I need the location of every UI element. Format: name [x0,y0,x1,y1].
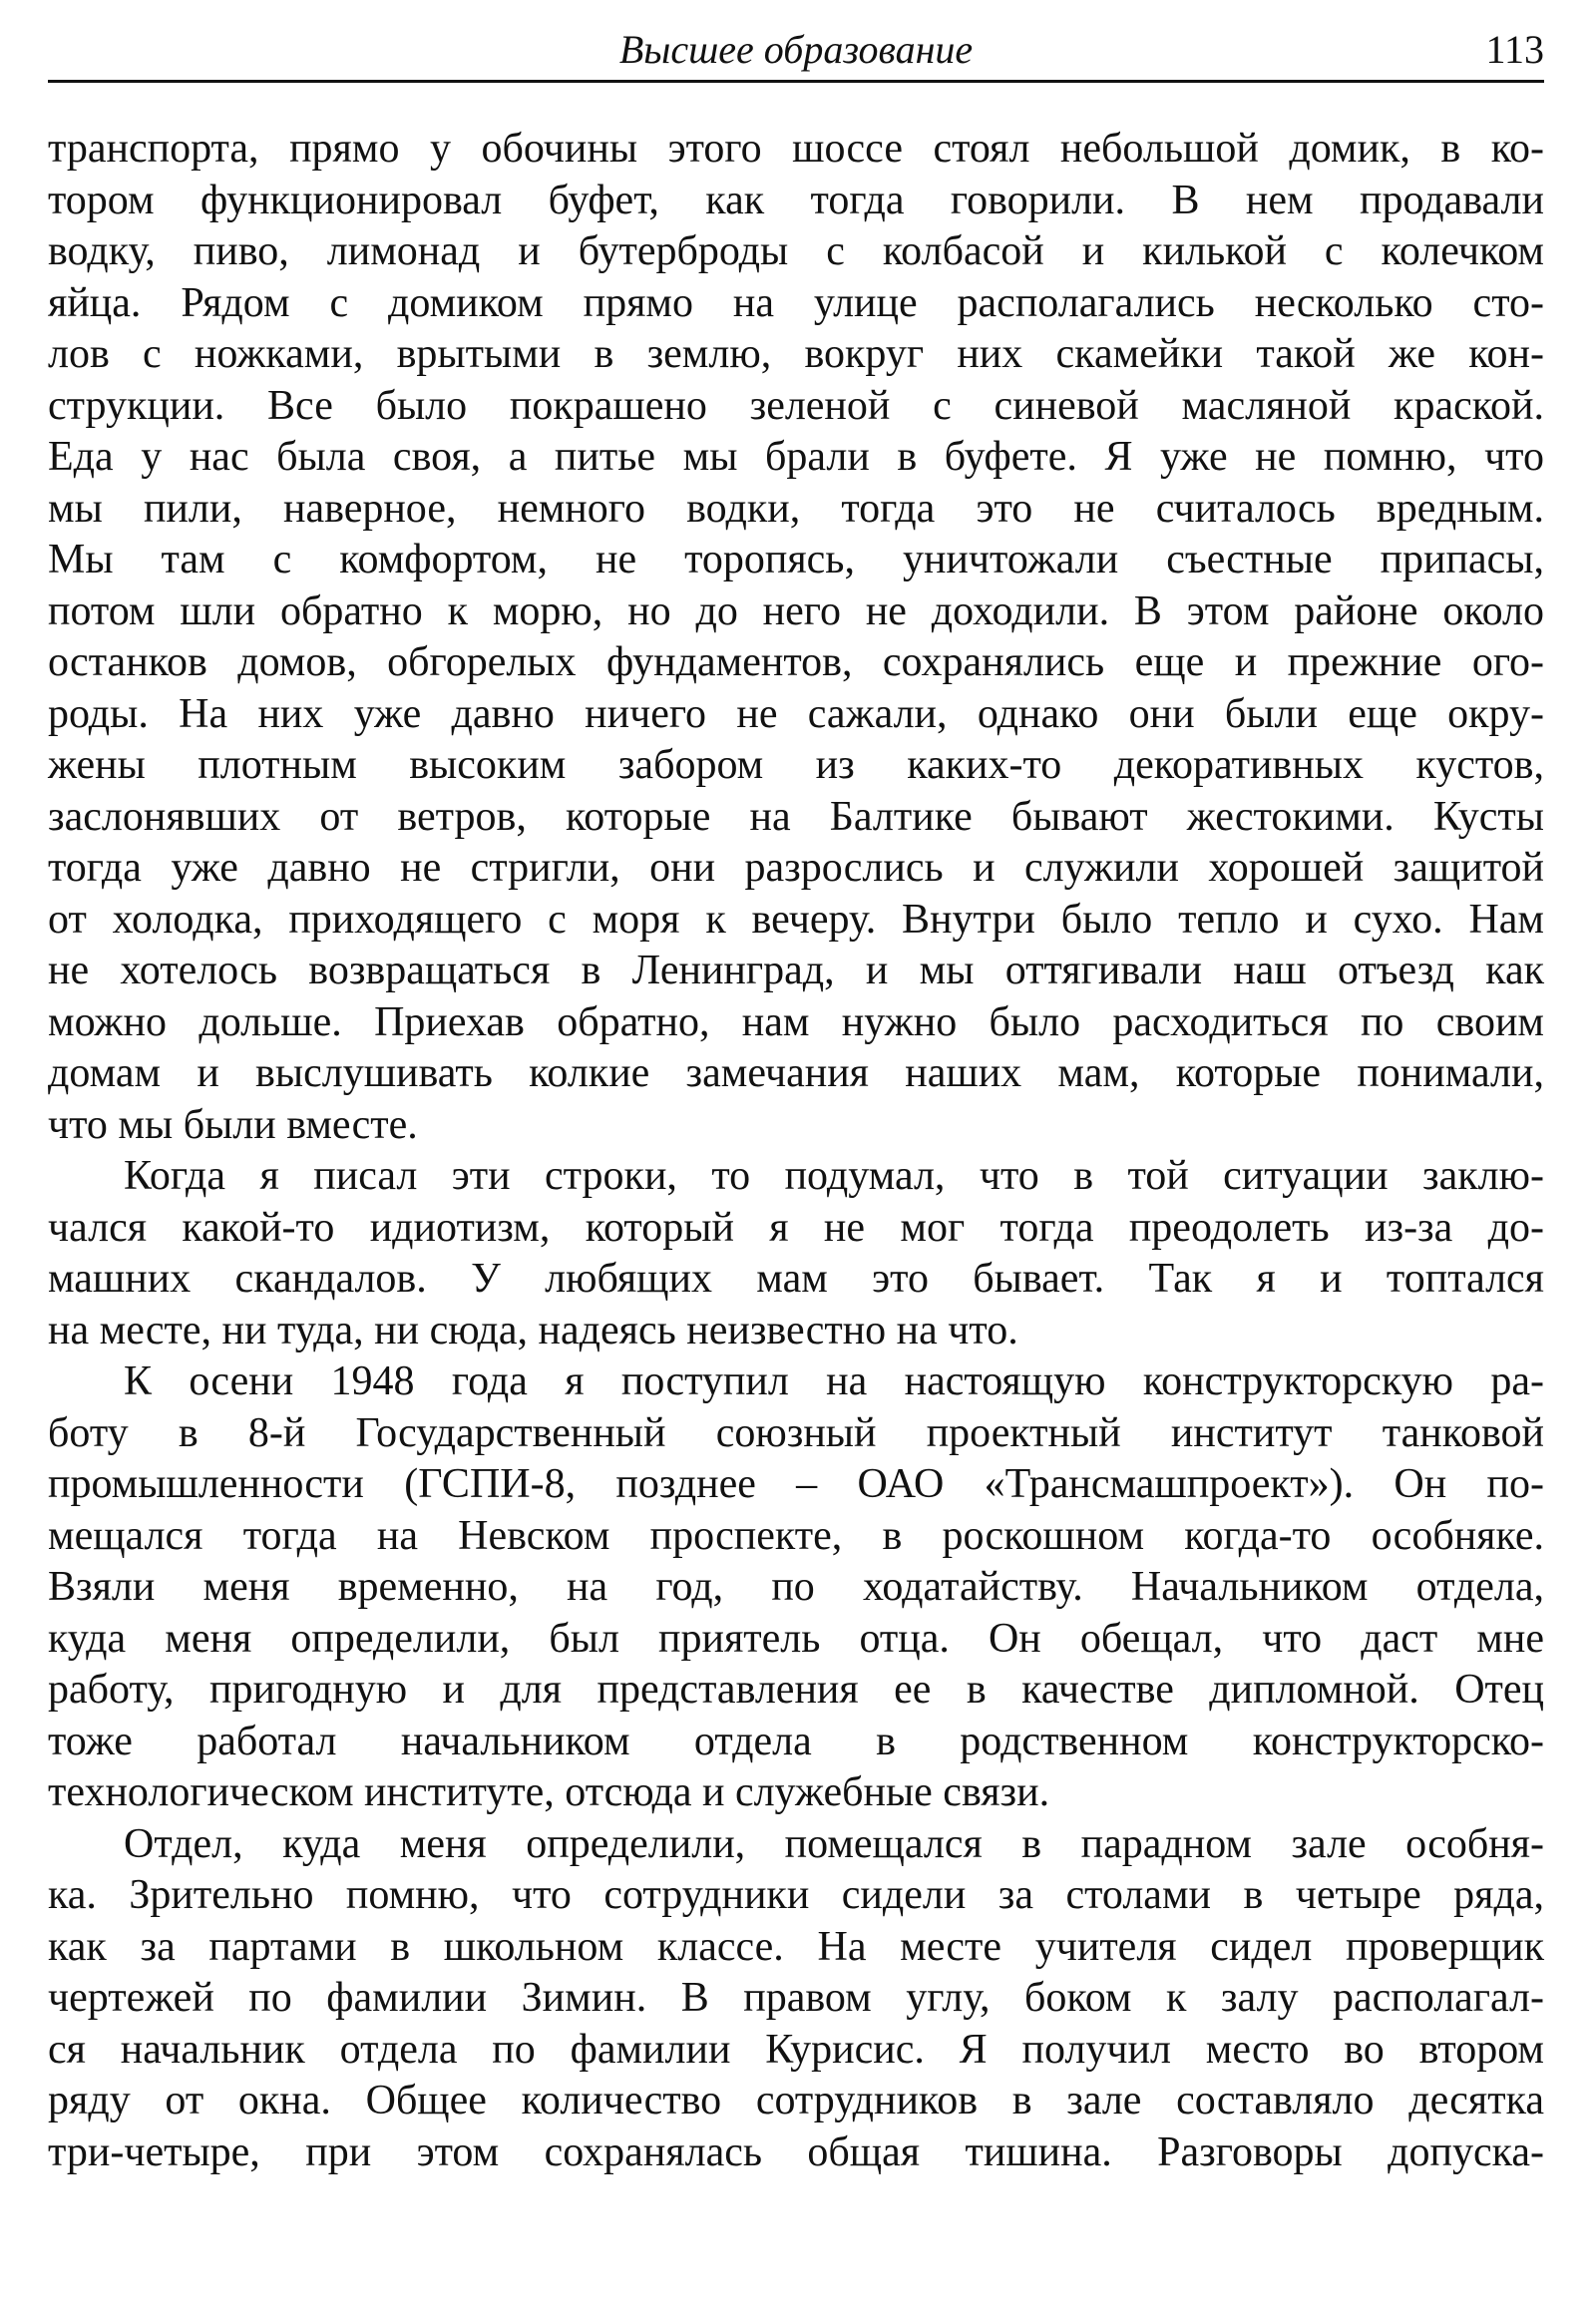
text-line: Когда я писал эти строки, то подумал, что в той ситуации заклю- [124,1153,1544,1199]
text-line: лов с ножками, врытыми в землю, вокруг них скамейки такой же кон- [48,331,1544,377]
text-line: Отдел, куда меня определили, помещался в парадном зале особня- [124,1820,1544,1867]
text-line: яйца. Рядом с домиком прямо на улице располагались несколько сто- [48,279,1544,326]
text-line: как за партами в школьном классе. На месте учителя сидел проверщик [48,1923,1544,1970]
page-number: 113 [1485,27,1544,72]
text-line: ся начальник отдела по фамилии Курисис. Я получил место во втором [48,2026,1544,2073]
paragraph [48,1819,1544,2179]
text-line: работу, пригодную и для представления ее в качестве дипломной. Отец [48,1667,1544,1713]
text-line: мещался тогда на Невском проспекте, в роскошном когда-то особняке. [48,1512,1544,1559]
text-line: жены плотным высоким забором из каких-то декоративных кустов, [48,742,1544,788]
text-line: тором функционировал буфет, как тогда говорили. В нем продавали [48,177,1544,223]
text-line: промышленности (ГСПИ-8, позднее – ОАО «Трансмашпроект»). Он по- [48,1461,1544,1507]
text-line: тоже работал начальником отдела в родственном конструкторско- [48,1718,1544,1764]
text-line: потом шли обратно к морю, но до него не доходили. В этом районе около [48,587,1544,634]
text-line: роды. На них уже давно ничего не сажали, однако они были еще окру- [48,690,1544,737]
text-line: ряду от окна. Общее количество сотрудников в зале составляло десятка [48,2078,1544,2123]
text-line: ка. Зрительно помню, что сотрудники сидели за столами в четыре ряда, [48,1872,1544,1918]
paragraph [48,124,1544,1151]
running-title: Высшее образование [618,27,974,72]
text-line: куда меня определили, был приятель отца. Он обещал, что даст мне [48,1615,1544,1662]
text-line: на месте, ни туда, ни сюда, надеясь неизвестно на что. [48,1307,1018,1353]
text-line: водку, пиво, лимонад и бутерброды с колбасой и килькой с колечком [48,228,1544,274]
text-line: домам и выслушивать колкие замечания наших мам, которые понимали, [48,1050,1544,1096]
body-text [48,124,1544,2178]
text-line: транспорта, прямо у обочины этого шоссе стоял небольшой домик, в ко- [48,126,1544,172]
text-line: чертежей по фамилии Зимин. В правом углу, боком к залу располагал- [48,1975,1544,2021]
paragraph [48,1151,1544,1356]
text-line: технологическом институте, отсюда и служебные связи. [48,1769,1050,1815]
text-line: струкции. Все было покрашено зеленой с синевой масляной краской. [48,382,1544,429]
text-line: боту в 8-й Государственный союзный проектный институт танковой [48,1409,1544,1456]
text-line: три-четыре, при этом сохранялась общая тишина. Разговоры допуска- [48,2128,1544,2175]
text-line: от холодка, приходящего с моря к вечеру. Внутри было тепло и сухо. Нам [48,896,1544,943]
text-line: К осени 1948 года я поступил на настоящую конструкторскую ра- [124,1358,1544,1404]
header-rule [48,80,1544,83]
text-line: заслонявших от ветров, которые на Балтике бывают жестокими. Кусты [48,793,1544,840]
running-head [48,24,1544,80]
text-line: Взяли меня временно, на год, по ходатайству. Начальником отдела, [48,1564,1544,1610]
paragraph [48,1356,1544,1819]
text-line: мы пили, наверное, немного водки, тогда это не считалось вредным. [48,485,1544,532]
text-line: тогда уже давно не стригли, они разрослись и служили хорошей защитой [48,845,1544,891]
text-line: не хотелось возвращаться в Ленинград, и мы оттягивали наш отъезд как [48,948,1544,993]
text-line: Еда у нас была своя, а питье мы брали в буфете. Я уже не помню, что [48,434,1544,480]
text-line: можно дольше. Приехав обратно, нам нужно было расходиться по своим [48,998,1544,1045]
text-line: чался какой-то идиотизм, который я не мог тогда преодолеть из-за до- [48,1204,1544,1251]
text-line: машних скандалов. У любящих мам это бывает. Так я и топтался [48,1256,1544,1302]
text-line: Мы там с комфортом, не торопясь, уничтожали съестные припасы, [48,537,1544,582]
text-line: останков домов, обгорелых фундаментов, сохранялись еще и прежние ого- [48,639,1544,685]
text-line: что мы были вместе. [48,1101,418,1148]
